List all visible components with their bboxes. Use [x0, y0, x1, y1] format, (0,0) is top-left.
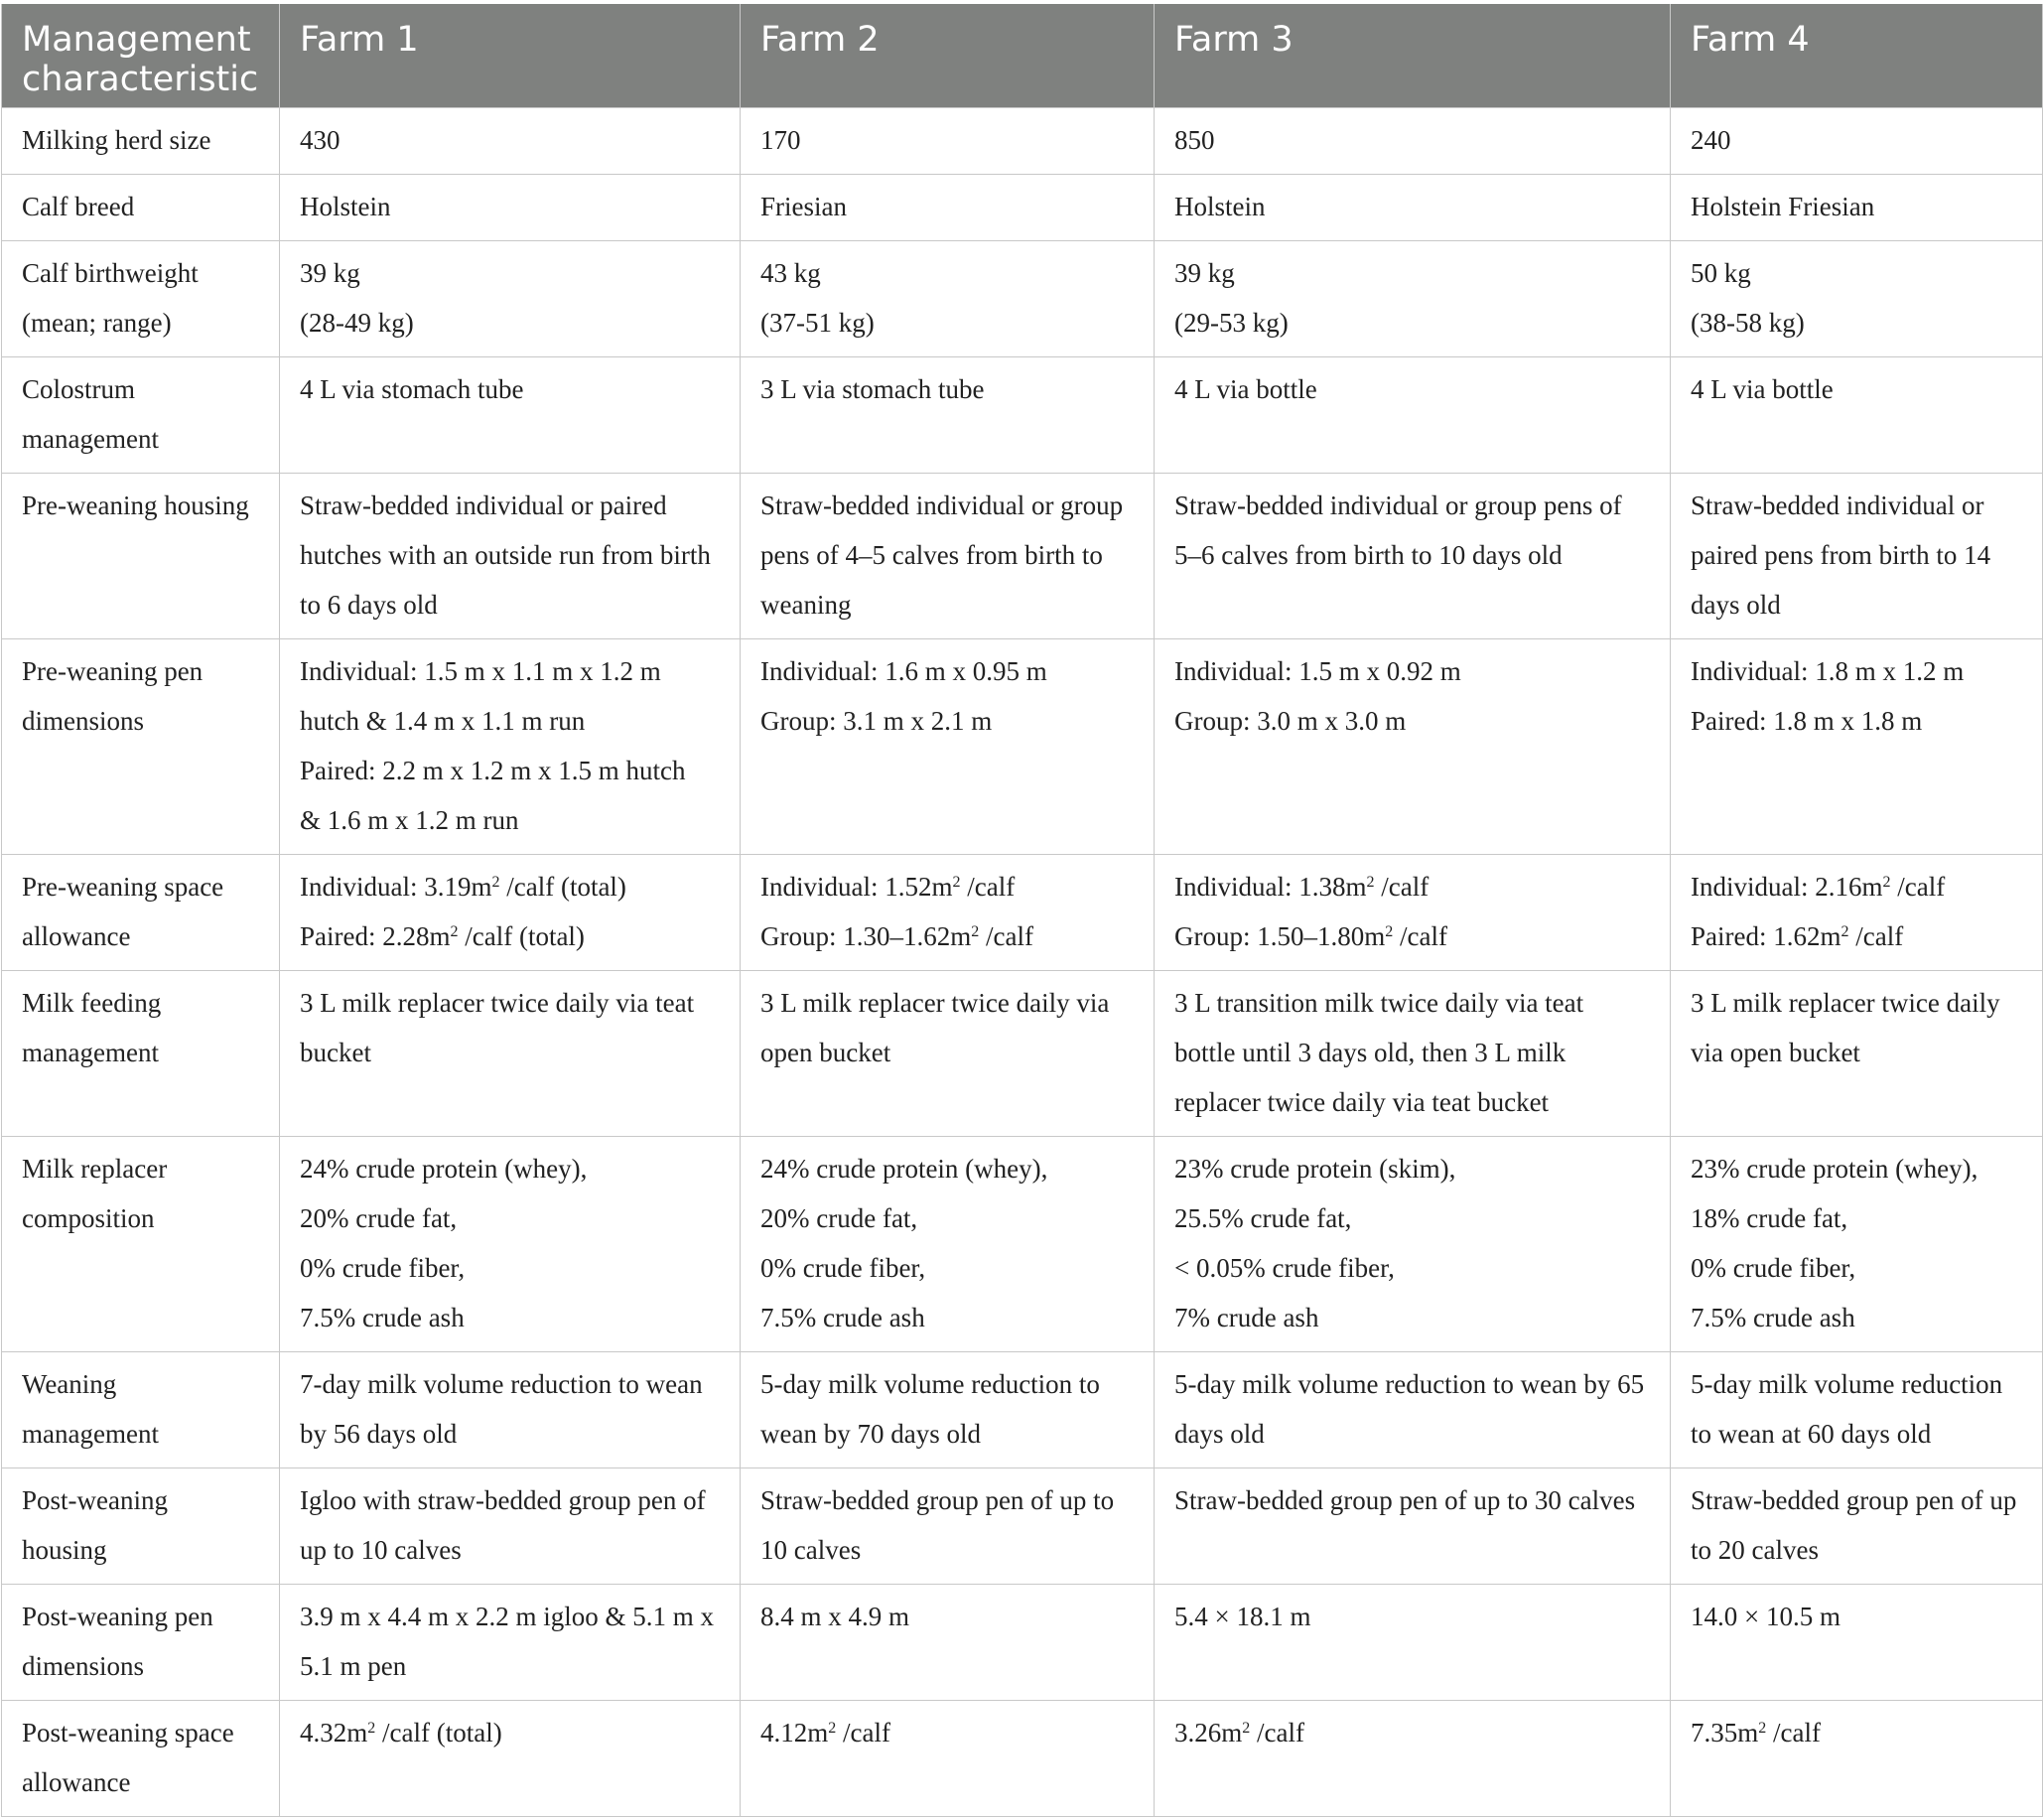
cell-farm-2	[741, 1137, 1155, 1352]
row-label	[2, 1701, 280, 1817]
cell-farm-3	[1155, 855, 1671, 971]
cell-line	[1174, 911, 1650, 961]
cell-line: 18% crude fat,	[1691, 1203, 1848, 1233]
table-row	[2, 108, 2043, 175]
cell-line	[1691, 911, 2022, 961]
cell-line: Individual: 1.8 m x 1.2 m	[1691, 656, 1965, 686]
cell-line	[1691, 1708, 2022, 1757]
row-label-text: Weaning management	[22, 1369, 159, 1449]
cell-text: 240	[1691, 125, 1731, 155]
table-row	[2, 241, 2043, 357]
row-label	[2, 1585, 280, 1701]
superscript-2: 2	[367, 1720, 376, 1737]
table-body	[2, 108, 2043, 1817]
cell-farm-4	[1671, 241, 2043, 357]
cell-farm-1	[280, 1468, 741, 1585]
cell-line	[1174, 862, 1650, 911]
cell-value: Group: 1.50–1.80m	[1174, 921, 1386, 951]
cell-line: 23% crude protein (skim),	[1174, 1154, 1456, 1184]
table-row	[2, 855, 2043, 971]
cell-line: 24% crude protein (whey),	[760, 1154, 1048, 1184]
superscript-2: 2	[450, 923, 459, 940]
cell-text: Igloo with straw-bedded group pen of up to 10 calves	[300, 1485, 706, 1565]
cell-line: < 0.05% crude fiber,	[1174, 1253, 1395, 1283]
cell-text: 3 L milk replacer twice daily via open bucket	[760, 988, 1110, 1067]
cell-farm-1	[280, 108, 741, 175]
cell-line: Paired: 2.2 m x 1.2 m x 1.5 m hutch	[300, 756, 686, 785]
cell-unit: /calf	[1848, 921, 1904, 951]
cell-farm-2	[741, 639, 1155, 855]
superscript-2: 2	[1366, 874, 1375, 891]
cell-unit: /calf	[1766, 1718, 1821, 1747]
cell-unit: /calf	[836, 1718, 890, 1747]
management-table	[1, 4, 2043, 1817]
cell-farm-3	[1155, 639, 1671, 855]
cell-farm-2	[741, 1585, 1155, 1701]
cell-text: Straw-bedded group pen of up to 30 calves	[1174, 1485, 1636, 1515]
cell-farm-2	[741, 241, 1155, 357]
cell-line	[300, 911, 720, 961]
table-row	[2, 1585, 2043, 1701]
cell-line	[300, 1708, 720, 1757]
cell-line: 50 kg	[1691, 258, 1751, 288]
header-farm-2: Farm 2	[741, 4, 1155, 108]
row-label	[2, 971, 280, 1137]
superscript-2: 2	[828, 1720, 837, 1737]
table-header	[2, 4, 2043, 108]
cell-unit: /calf	[1374, 872, 1430, 902]
cell-text: Holstein	[1174, 192, 1266, 221]
cell-text: Straw-bedded group pen of up to 20 calves	[1691, 1485, 2017, 1565]
row-label-text: Calf birthweight (mean; range)	[22, 258, 199, 338]
cell-farm-1	[280, 1585, 741, 1701]
cell-line	[760, 911, 1134, 961]
cell-value: Individual: 1.52m	[760, 872, 953, 902]
header-farm-3: Farm 3	[1155, 4, 1671, 108]
row-label	[2, 1137, 280, 1352]
cell-farm-4	[1671, 639, 2043, 855]
row-label	[2, 241, 280, 357]
cell-text: 850	[1174, 125, 1215, 155]
cell-line: (37-51 kg)	[760, 308, 875, 338]
row-label-text: Post-weaning space allowance	[22, 1718, 234, 1797]
cell-text: Straw-bedded individual or paired hutches with an outside run from birth to 6 days old	[300, 490, 711, 620]
cell-farm-1	[280, 1352, 741, 1468]
cell-line: 23% crude protein (whey),	[1691, 1154, 1978, 1184]
cell-line: 7.5% crude ash	[760, 1303, 925, 1332]
cell-value: Individual: 2.16m	[1691, 872, 1883, 902]
header-farm-4: Farm 4	[1671, 4, 2043, 108]
cell-text: 5-day milk volume reduction to wean by 70 days old	[760, 1369, 1100, 1449]
row-label	[2, 639, 280, 855]
cell-value: Individual: 1.38m	[1174, 872, 1367, 902]
cell-farm-1	[280, 1701, 741, 1817]
cell-farm-3	[1155, 357, 1671, 474]
row-label-text: Pre-weaning housing	[22, 490, 249, 520]
superscript-2: 2	[491, 874, 500, 891]
cell-line: Group: 3.1 m x 2.1 m	[760, 706, 993, 736]
cell-farm-1	[280, 241, 741, 357]
cell-value: Individual: 3.19m	[300, 872, 492, 902]
cell-text: 4 L via stomach tube	[300, 374, 524, 404]
cell-text: Holstein Friesian	[1691, 192, 1875, 221]
row-label-text: Colostrum management	[22, 374, 159, 454]
row-label-text: Pre-weaning pen dimensions	[22, 656, 204, 736]
table-row	[2, 639, 2043, 855]
cell-value: Group: 1.30–1.62m	[760, 921, 972, 951]
cell-farm-4	[1671, 1137, 2043, 1352]
cell-farm-3	[1155, 1585, 1671, 1701]
cell-text: 3.9 m x 4.4 m x 2.2 m igloo & 5.1 m x 5.1 m pen	[300, 1602, 715, 1681]
cell-farm-2	[741, 1701, 1155, 1817]
cell-value: 4.12m	[760, 1718, 829, 1747]
cell-text: 3 L transition milk twice daily via teat bottle until 3 days old, then 3 L milk replacer twice daily via teat bucket	[1174, 988, 1584, 1117]
header-row	[2, 4, 2043, 108]
superscript-2: 2	[1385, 923, 1394, 940]
cell-text: 8.4 m x 4.9 m	[760, 1602, 910, 1631]
cell-line: & 1.6 m x 1.2 m run	[300, 805, 519, 835]
cell-line: 20% crude fat,	[760, 1203, 918, 1233]
row-label-text: Pre-weaning space allowance	[22, 872, 224, 951]
cell-farm-4	[1671, 971, 2043, 1137]
cell-line: 7% crude ash	[1174, 1303, 1319, 1332]
cell-text: 430	[300, 125, 341, 155]
cell-text: Straw-bedded individual or group pens of 5–6 calves from birth to 10 days old	[1174, 490, 1622, 570]
table-row	[2, 1701, 2043, 1817]
cell-line: 0% crude fiber,	[300, 1253, 466, 1283]
table-row	[2, 474, 2043, 639]
cell-farm-4	[1671, 855, 2043, 971]
cell-farm-4	[1671, 175, 2043, 241]
cell-text: 7-day milk volume reduction to wean by 56 days old	[300, 1369, 703, 1449]
cell-farm-2	[741, 855, 1155, 971]
cell-farm-1	[280, 971, 741, 1137]
cell-farm-3	[1155, 474, 1671, 639]
cell-text: 4 L via bottle	[1174, 374, 1317, 404]
cell-line: 0% crude fiber,	[1691, 1253, 1856, 1283]
cell-line: Individual: 1.5 m x 1.1 m x 1.2 m	[300, 656, 661, 686]
cell-value: Paired: 1.62m	[1691, 921, 1841, 951]
cell-line: 25.5% crude fat,	[1174, 1203, 1352, 1233]
cell-value: Paired: 2.28m	[300, 921, 451, 951]
cell-line: 20% crude fat,	[300, 1203, 458, 1233]
cell-line	[300, 862, 720, 911]
cell-farm-3	[1155, 1701, 1671, 1817]
cell-farm-2	[741, 108, 1155, 175]
cell-line: (28-49 kg)	[300, 308, 414, 338]
cell-value: 3.26m	[1174, 1718, 1243, 1747]
table-row	[2, 1137, 2043, 1352]
superscript-2: 2	[971, 923, 980, 940]
cell-unit: /calf	[960, 872, 1016, 902]
cell-line: Paired: 1.8 m x 1.8 m	[1691, 706, 1923, 736]
cell-farm-4	[1671, 1701, 2043, 1817]
cell-farm-1	[280, 357, 741, 474]
cell-farm-2	[741, 474, 1155, 639]
superscript-2: 2	[1882, 874, 1891, 891]
cell-farm-4	[1671, 1585, 2043, 1701]
cell-line: Individual: 1.5 m x 0.92 m	[1174, 656, 1461, 686]
cell-unit: /calf (total)	[458, 921, 585, 951]
cell-line: 7.5% crude ash	[300, 1303, 465, 1332]
cell-value: 4.32m	[300, 1718, 368, 1747]
row-label	[2, 357, 280, 474]
table-row	[2, 971, 2043, 1137]
cell-text: Straw-bedded individual or paired pens from birth to 14 days old	[1691, 490, 1991, 620]
cell-line: 39 kg	[1174, 258, 1235, 288]
table-row	[2, 1352, 2043, 1468]
cell-line	[760, 1708, 1134, 1757]
superscript-2: 2	[1840, 923, 1849, 940]
header-farm-1: Farm 1	[280, 4, 741, 108]
cell-line: 0% crude fiber,	[760, 1253, 926, 1283]
cell-line: 39 kg	[300, 258, 360, 288]
cell-farm-4	[1671, 1468, 2043, 1585]
row-label-text: Milk feeding management	[22, 988, 162, 1067]
cell-farm-1	[280, 639, 741, 855]
cell-line	[1691, 862, 2022, 911]
cell-farm-4	[1671, 1352, 2043, 1468]
cell-text: Holstein	[300, 192, 391, 221]
cell-text: Straw-bedded group pen of up to 10 calves	[760, 1485, 1115, 1565]
cell-farm-3	[1155, 1352, 1671, 1468]
cell-text: Straw-bedded individual or group pens of 4–5 calves from birth to weaning	[760, 490, 1124, 620]
cell-line: Group: 3.0 m x 3.0 m	[1174, 706, 1407, 736]
cell-line: (38-58 kg)	[1691, 308, 1805, 338]
cell-farm-4	[1671, 357, 2043, 474]
cell-unit: /calf	[979, 921, 1033, 951]
cell-farm-1	[280, 1137, 741, 1352]
cell-text: 3 L via stomach tube	[760, 374, 985, 404]
superscript-2: 2	[952, 874, 961, 891]
cell-line: 43 kg	[760, 258, 821, 288]
row-label	[2, 1352, 280, 1468]
row-label	[2, 474, 280, 639]
cell-line	[760, 862, 1134, 911]
row-label	[2, 108, 280, 175]
cell-unit: /calf	[1250, 1718, 1304, 1747]
cell-text: 14.0 × 10.5 m	[1691, 1602, 1840, 1631]
cell-line	[1174, 1708, 1650, 1757]
header-management-characteristic: Management characteristic	[2, 4, 280, 108]
cell-text: 3 L milk replacer twice daily via open bucket	[1691, 988, 2000, 1067]
cell-farm-2	[741, 971, 1155, 1137]
cell-text: 3 L milk replacer twice daily via teat bucket	[300, 988, 695, 1067]
table-row	[2, 1468, 2043, 1585]
cell-farm-3	[1155, 1137, 1671, 1352]
cell-farm-1	[280, 855, 741, 971]
superscript-2: 2	[1758, 1720, 1767, 1737]
cell-farm-3	[1155, 175, 1671, 241]
cell-text: 4 L via bottle	[1691, 374, 1834, 404]
cell-text: 170	[760, 125, 801, 155]
cell-unit: /calf	[1890, 872, 1946, 902]
row-label	[2, 175, 280, 241]
row-label-text: Post-weaning pen dimensions	[22, 1602, 213, 1681]
table-row	[2, 357, 2043, 474]
cell-text: 5-day milk volume reduction to wean by 65 days old	[1174, 1369, 1645, 1449]
cell-farm-2	[741, 1352, 1155, 1468]
cell-farm-3	[1155, 1468, 1671, 1585]
cell-farm-2	[741, 1468, 1155, 1585]
cell-line: (29-53 kg)	[1174, 308, 1289, 338]
table-row	[2, 175, 2043, 241]
cell-line: hutch & 1.4 m x 1.1 m run	[300, 706, 586, 736]
cell-line: 24% crude protein (whey),	[300, 1154, 588, 1184]
cell-value: 7.35m	[1691, 1718, 1759, 1747]
cell-text: 5.4 × 18.1 m	[1174, 1602, 1311, 1631]
cell-farm-1	[280, 474, 741, 639]
row-label	[2, 855, 280, 971]
row-label-text: Milk replacer composition	[22, 1154, 168, 1233]
cell-farm-3	[1155, 108, 1671, 175]
superscript-2: 2	[1242, 1720, 1251, 1737]
cell-line: 7.5% crude ash	[1691, 1303, 1855, 1332]
cell-farm-3	[1155, 971, 1671, 1137]
row-label	[2, 1468, 280, 1585]
row-label-text: Milking herd size	[22, 125, 211, 155]
cell-farm-4	[1671, 474, 2043, 639]
cell-unit: /calf (total)	[499, 872, 626, 902]
cell-farm-2	[741, 175, 1155, 241]
cell-unit: /calf	[1393, 921, 1447, 951]
row-label-text: Post-weaning housing	[22, 1485, 168, 1565]
cell-farm-4	[1671, 108, 2043, 175]
cell-text: Friesian	[760, 192, 847, 221]
cell-farm-1	[280, 175, 741, 241]
cell-text: 5-day milk volume reduction to wean at 60 days old	[1691, 1369, 2003, 1449]
cell-line: Individual: 1.6 m x 0.95 m	[760, 656, 1047, 686]
cell-farm-2	[741, 357, 1155, 474]
row-label-text: Calf breed	[22, 192, 135, 221]
cell-farm-3	[1155, 241, 1671, 357]
cell-unit: /calf (total)	[375, 1718, 502, 1747]
